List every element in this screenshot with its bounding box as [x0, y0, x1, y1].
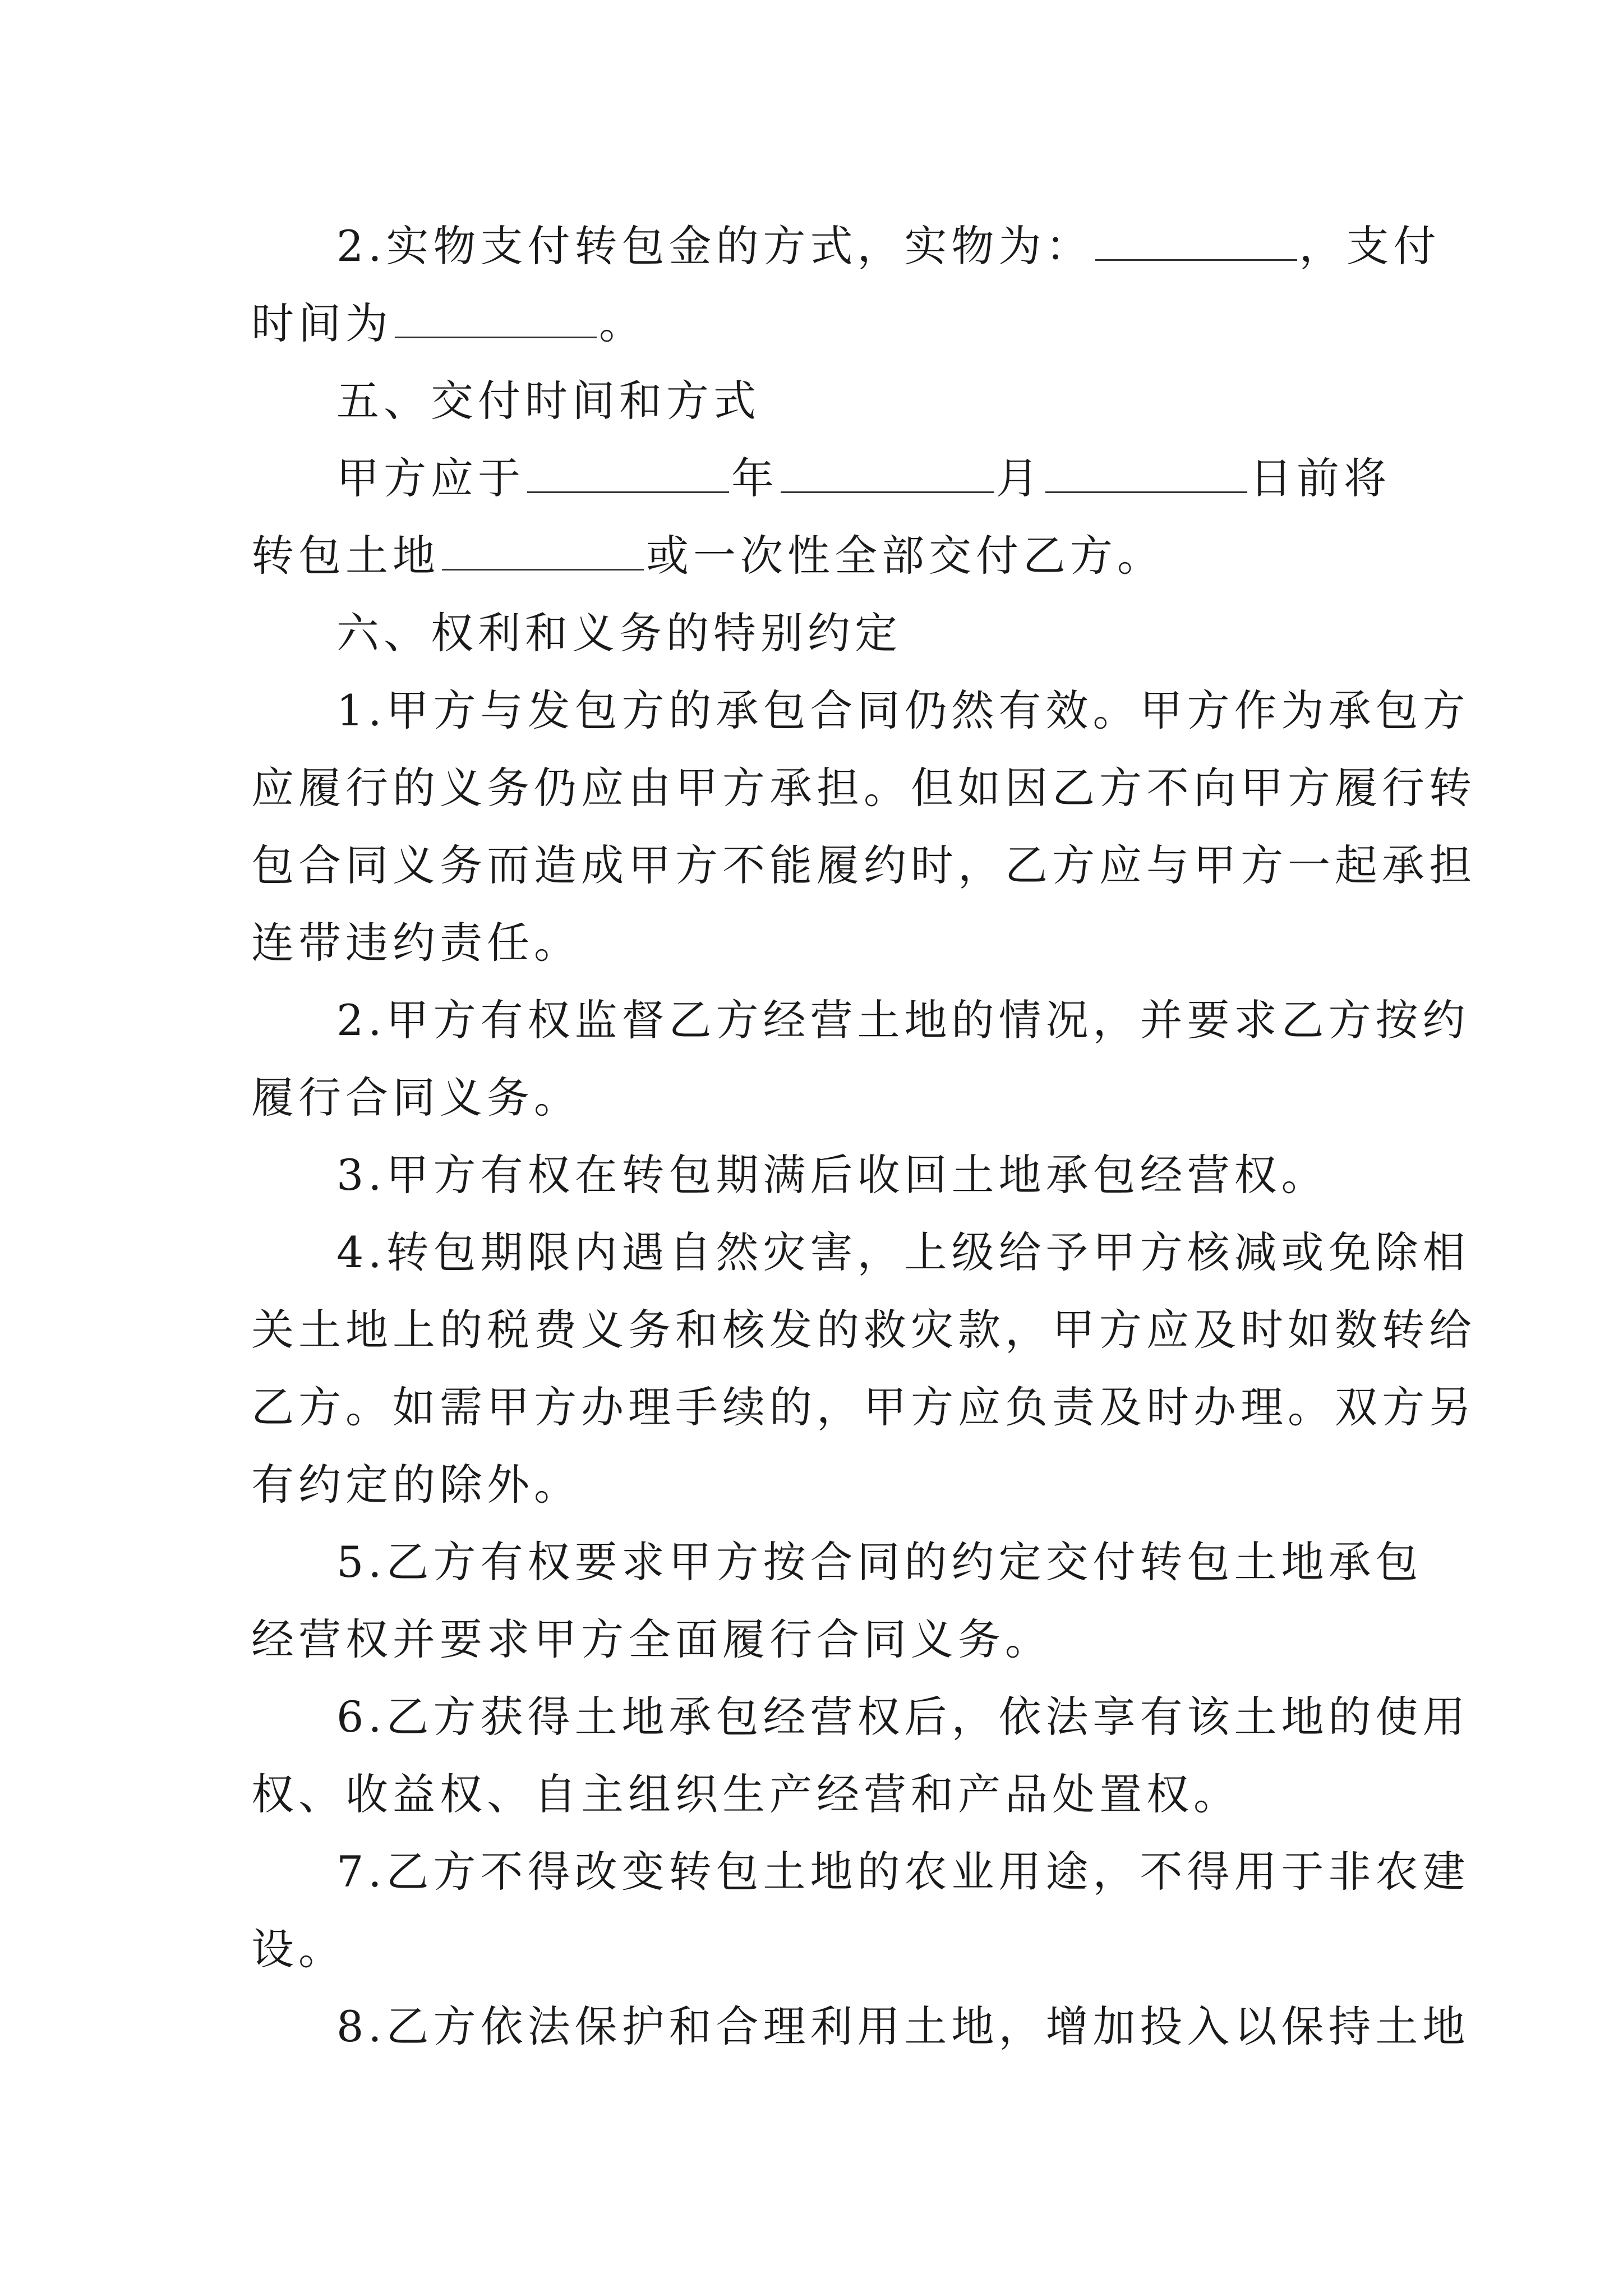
section-6-item-4-line-4: 有约定的除外。: [251, 1460, 581, 1510]
text-span: 或一次性全部交付乙方。: [646, 531, 1164, 581]
section-6-item-2-line-2: 履行合同义务。: [251, 1073, 581, 1122]
section-6-item-6-line-1: 6.乙方获得土地承包经营权后，依法享有该土地的使用: [336, 1692, 1470, 1742]
text-span: 2.实物支付转包金的方式，实物为：: [336, 221, 1093, 271]
section-6-item-4-line-3: 乙方。如需甲方办理手续的，甲方应负责及时办理。双方另: [251, 1382, 1476, 1432]
section-6-item-8-line-1: 8.乙方依法保护和合理利用土地，增加投入以保持土地: [336, 2001, 1470, 2051]
section-6-item-7-line-2: 设。: [251, 1924, 345, 1974]
text-span: ，支付: [1299, 221, 1441, 271]
section-6-item-5-line-2: 经营权并要求甲方全面履行合同义务。: [251, 1614, 1052, 1664]
blank-field-payment-time[interactable]: [395, 294, 597, 338]
document-body: [251, 208, 1476, 2065]
section-6-item-4-line-2: 关土地上的税费义务和核发的救灾款，甲方应及时如数转给: [251, 1305, 1476, 1355]
section-6-item-1-line-3: 包合同义务而造成甲方不能履约时，乙方应与甲方一起承担: [251, 840, 1476, 890]
section-6-item-1-line-2: 应履行的义务仍应由甲方承担。但如因乙方不向甲方履行转: [251, 763, 1476, 813]
blank-field-delivery[interactable]: [442, 526, 644, 570]
section-5-line-1: [251, 440, 1391, 517]
text-span: 月: [996, 453, 1043, 503]
section-6-item-6-line-2: 权、收益权、自主组织生产经营和产品处置权。: [251, 1769, 1241, 1819]
section-6-item-1-line-1: 1.甲方与发包方的承包合同仍然有效。甲方作为承包方: [336, 685, 1470, 735]
section-6-item-3-line-1: 3.甲方有权在转包期满后收回土地承包经营权。: [336, 1150, 1329, 1200]
text-span: 转包土地: [251, 531, 440, 581]
section-6-item-1-line-4: 连带违约责任。: [251, 918, 581, 968]
blank-field-month[interactable]: [781, 449, 994, 493]
section-5-heading: 五、交付时间和方式: [336, 376, 760, 426]
blank-field-day[interactable]: [1045, 449, 1247, 493]
blank-field-goods[interactable]: [1095, 217, 1297, 261]
text-span: 年: [731, 453, 778, 503]
section-5-line-2: [251, 517, 1380, 595]
section-6-item-4-line-1: 4.转包期限内遇自然灾害，上级给予甲方核减或免除相: [336, 1227, 1470, 1277]
clause-4-item-2-line-2: [251, 285, 1380, 362]
section-6-item-7-line-1: 7.乙方不得改变转包土地的农业用途，不得用于非农建: [336, 1847, 1470, 1897]
clause-4-item-2-line-1: [251, 208, 1441, 285]
section-6-item-2-line-1: 2.甲方有权监督乙方经营土地的情况，并要求乙方按约: [336, 995, 1470, 1045]
blank-field-year[interactable]: [527, 449, 729, 493]
text-span: 时间为: [251, 298, 393, 348]
section-6-item-5-line-1: 5.乙方有权要求甲方按合同的约定交付转包土地承包: [336, 1537, 1423, 1587]
text-span: 。: [599, 298, 646, 348]
section-6-heading: 六、权利和义务的特别约定: [336, 608, 902, 658]
text-span: 日前将: [1249, 453, 1391, 503]
text-span: 甲方应于: [336, 453, 525, 503]
